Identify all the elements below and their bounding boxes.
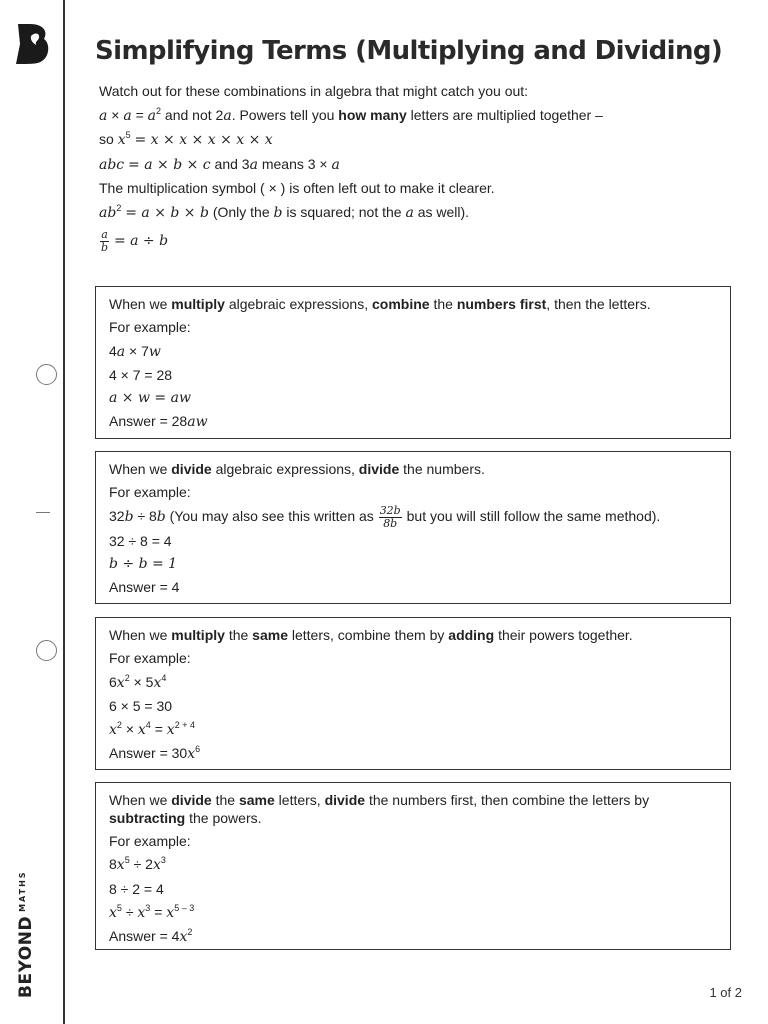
intro-line-4: abc = a × b × c and 3a means 3 × a <box>99 155 340 173</box>
intro-line-2: $a \times a = a^2$ and not 2a. Powers tell you how many letters are multiplied together – <box>99 105 603 124</box>
box2-answer: Answer = 4 <box>109 579 180 596</box>
fold-mark <box>36 512 50 513</box>
box4-example-2: 8 ÷ 2 = 4 <box>109 880 164 897</box>
box1-answer: Answer = 28aw <box>109 413 208 431</box>
box2-example-3: b ÷ b = 1 <box>109 555 178 572</box>
box1-for-example: For example: <box>109 319 191 336</box>
box2-example-2: 32 ÷ 8 = 4 <box>109 532 172 549</box>
brand-wordmark: $BEYOND^{MATHS}$ <box>16 870 36 998</box>
box3-answer: Answer = $30x^6$ <box>109 744 201 763</box>
box4-answer: Answer = $4x^2$ <box>109 927 193 946</box>
box4-example-3: $x^5 \div x^3 = x^{5 - 3}$ <box>109 902 195 921</box>
rule-box-multiply-powers <box>95 617 731 770</box>
intro-line-3: so $x^5 = x \times x \times x \times x \times x$ <box>99 130 273 148</box>
box1-example-1: 4a × 7w <box>109 342 161 360</box>
intro-section <box>99 80 739 256</box>
punch-hole-bottom <box>36 640 57 661</box>
box4-for-example: For example: <box>109 833 191 849</box>
margin-line <box>63 0 65 1024</box>
page-number: 1 of 2 <box>709 985 742 1000</box>
intro-line-6: $ab^2 = a \times b \times b$ (Only the b is squared; not the a as well). <box>99 202 470 221</box>
box1-example-3: a × w = aw <box>109 390 191 407</box>
intro-line-1: Watch out for these combinations in algebra that might catch you out: <box>99 83 529 99</box>
beyond-logo-icon <box>14 22 52 66</box>
box2-for-example: For example: <box>109 484 191 501</box>
rule-box-divide-powers <box>95 782 731 950</box>
box3-example-3: $x^2 \times x^4 = x^{2 + 4}$ <box>109 720 195 739</box>
box1-rule: When we multiply algebraic expressions, combine the numbers first, then the letters. <box>109 296 651 312</box>
box3-for-example: For example: <box>109 650 191 667</box>
box3-rule: When we multiply the same letters, combine them by adding their powers together. <box>109 627 633 643</box>
intro-line-5: The multiplication symbol ( × ) is often left out to make it clearer. <box>99 180 495 196</box>
rule-box-divide <box>95 451 731 604</box>
fraction-a-over-b: $\frac{a}{b}$ <box>101 227 109 254</box>
page-title: Simplifying Terms (Multiplying and Dividing) <box>95 36 723 66</box>
intro-line-7: $\frac{a}{b}$ = a ÷ b <box>101 227 169 254</box>
box4-example-1: $8x^5 \div 2x^3$ <box>109 855 166 874</box>
box4-rule: When we divide the same letters, divide the numbers first, then combine the letters by subtracting the powers. <box>109 792 650 826</box>
rule-box-multiply <box>95 286 731 439</box>
box1-example-2: 4 × 7 = 28 <box>109 366 173 383</box>
box2-example-1: 32b ÷ 8b (You may also see this written as $\frac{32b}{8b}$ but you will still follow the same method). <box>109 503 661 530</box>
box3-example-1: $6x^2 \times 5x^4$ <box>109 672 167 691</box>
punch-hole-top <box>36 364 57 385</box>
box2-rule: When we divide algebraic expressions, divide the numbers. <box>109 461 485 477</box>
fraction-32b-over-8b: $\frac{32b}{8b}$ <box>379 503 401 530</box>
box3-example-2: 6 × 5 = 30 <box>109 697 173 714</box>
